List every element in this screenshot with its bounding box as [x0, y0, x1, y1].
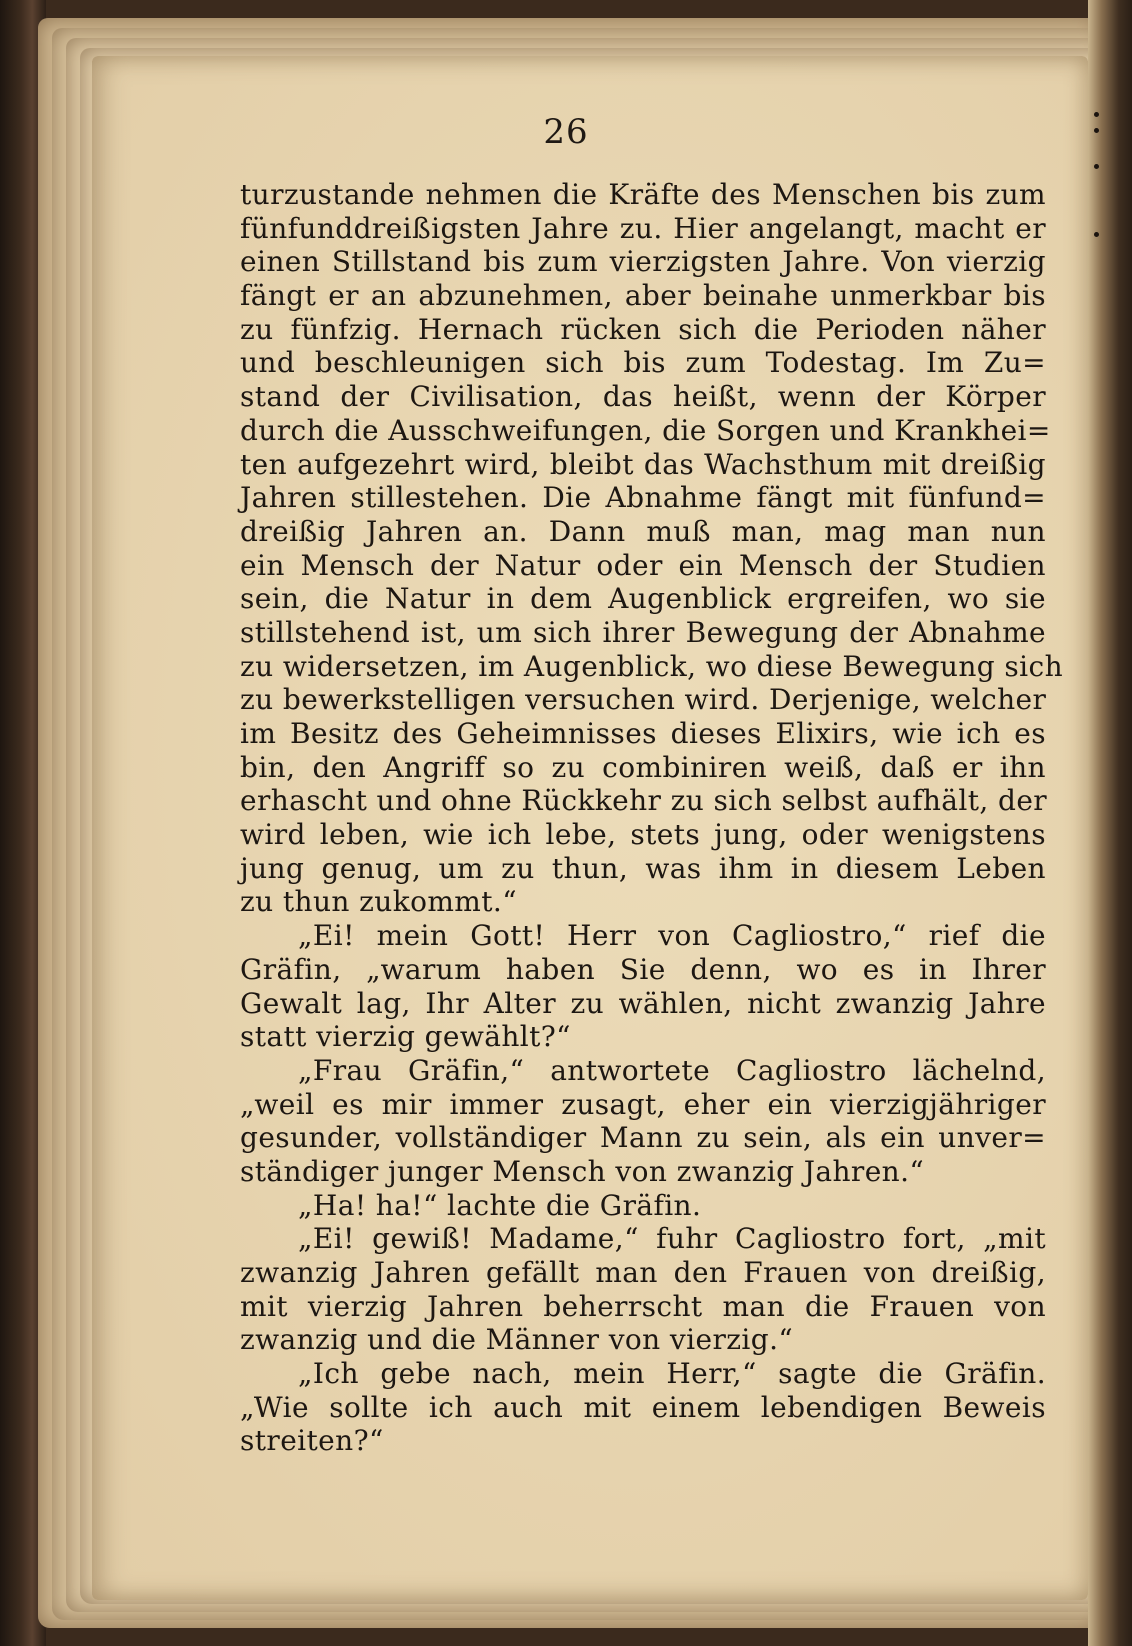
text-line: „Ich gebe nach, mein Herr,“ sagte die Gräfin. [298, 1357, 1046, 1391]
text-line: bin, den Angriff so zu combiniren weiß, daß er ihn [240, 750, 1046, 784]
text-line: ten aufgezehrt wird, bleibt das Wachsthum mit dreißig [240, 447, 1046, 481]
text-line: dreißig Jahren an. Dann muß man, mag man nun [240, 514, 1046, 548]
ink-speck [1094, 112, 1099, 117]
text-line: stillstehend ist, um sich ihrer Bewegung der Abnahme [240, 615, 1046, 649]
text-line: gesunder, vollständiger Mann zu sein, als ein unver= [240, 1121, 1046, 1155]
text-line: sein, die Natur in dem Augenblick ergreifen, wo sie [240, 582, 1046, 616]
text-line: stand der Civilisation, das heißt, wenn der Körper [240, 380, 1046, 414]
text-line: durch die Ausschweifungen, die Sorgen und Krankhei= [240, 413, 1051, 447]
text-line: mit vierzig Jahren beherrscht man die Frauen von [240, 1289, 1046, 1323]
text-line: zwanzig Jahren gefällt man den Frauen von dreißig, [240, 1256, 1046, 1289]
ink-speck [1094, 232, 1099, 237]
text-line: ständiger junger Mensch von zwanzig Jahren.“ [240, 1154, 925, 1188]
text-line: „Ei! gewiß! Madame,“ fuhr Cagliostro fort, „mit [298, 1222, 1046, 1256]
text-line: turzustande nehmen die Kräfte des Menschen bis zum [240, 178, 1046, 211]
text-line: einen Stillstand bis zum vierzigsten Jahre. Von vierzig [240, 245, 1046, 279]
text-line: und beschleunigen sich bis zum Todestag. Im Zu= [240, 346, 1046, 380]
text-line: zwanzig und die Männer von vierzig.“ [240, 1323, 794, 1357]
text-line: „Ha! ha!“ lachte die Gräfin. [298, 1188, 702, 1222]
ink-speck [1094, 164, 1099, 169]
text-line: streiten?“ [240, 1424, 384, 1458]
text-line: erhascht und ohne Rückkehr zu sich selbst aufhält, der [240, 784, 1048, 818]
text-line: Gräfin, „warum haben Sie denn, wo es in Ihrer [240, 952, 1046, 986]
text-line: „Ei! mein Gott! Herr von Cagliostro,“ rief die [298, 919, 1046, 953]
text-line: „Wie sollte ich auch mit einem lebendigen Beweis [240, 1390, 1046, 1424]
text-line: „weil es mir immer zusagt, eher ein vierzigjähriger [240, 1087, 1046, 1121]
text-line: zu thun zukommt.“ [240, 885, 517, 919]
text-line: fängt er an abzunehmen, aber beinahe unmerkbar bis [240, 279, 1046, 313]
text-line: statt vierzig gewählt?“ [240, 1020, 571, 1054]
ink-speck [1094, 128, 1099, 133]
body-text [240, 178, 1064, 1458]
text-line: ein Mensch der Natur oder ein Mensch der Studien [240, 548, 1046, 582]
text-line: Gewalt lag, Ihr Alter zu wählen, nicht zwanzig Jahre [240, 986, 1046, 1020]
text-line: fünfunddreißigsten Jahre zu. Hier angelangt, macht er [240, 211, 1046, 245]
text-line: Jahren stillestehen. Die Abnahme fängt mit fünfund= [240, 481, 1046, 515]
page-number: 26 [543, 112, 589, 152]
text-line: jung genug, um zu thun, was ihm in diesem Leben [240, 851, 1046, 885]
text-line: „Frau Gräfin,“ antwortete Cagliostro lächelnd, [298, 1053, 1046, 1087]
text-line: zu bewerkstelligen versuchen wird. Derjenige, welcher [240, 683, 1047, 717]
facing-page-edge [1088, 0, 1132, 1646]
text-line: im Besitz des Geheimnisses dieses Elixirs, wie ich es [240, 717, 1046, 750]
text-line: zu widersetzen, im Augenblick, wo diese Bewegung sich [240, 649, 1064, 683]
text-line: wird leben, wie ich lebe, stets jung, oder wenigstens [240, 818, 1046, 852]
text-line: zu fünfzig. Hernach rücken sich die Perioden näher [240, 312, 1046, 346]
